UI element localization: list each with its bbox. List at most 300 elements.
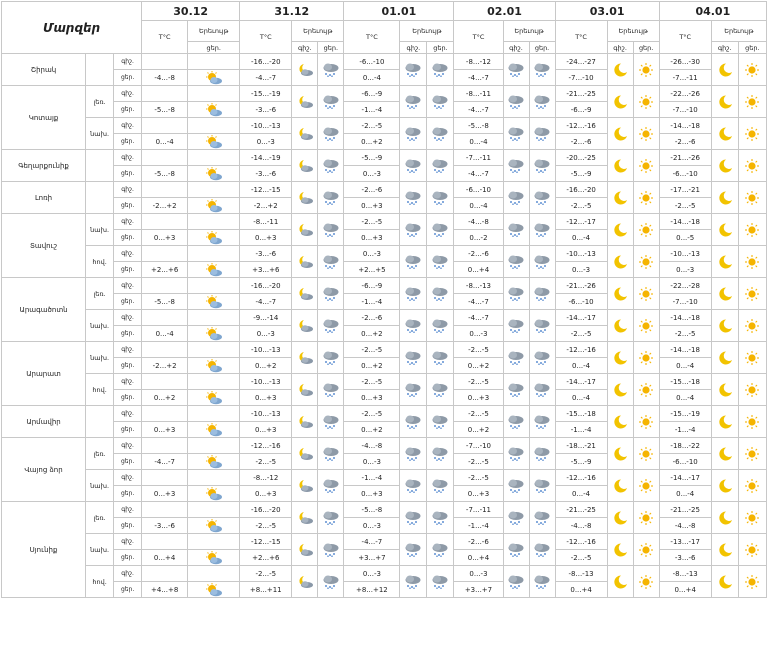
subregion-label: նախ. <box>86 534 114 566</box>
weather-icon-cell <box>711 406 738 438</box>
snow-cloud-icon <box>533 287 551 301</box>
weather-icon-cell <box>738 406 766 438</box>
weather-icon-cell <box>738 470 766 502</box>
snow-cloud-icon <box>507 63 525 77</box>
temperature-cell: -6...-9 <box>555 102 607 118</box>
weather-icon-cell <box>400 54 427 86</box>
weather-icon-cell <box>292 470 318 502</box>
weather-icon-cell <box>529 54 555 86</box>
temperature-cell: -1...-4 <box>659 422 711 438</box>
snow-cloud-icon <box>322 383 340 397</box>
table-row <box>2 502 767 518</box>
weather-icon-cell <box>738 310 766 342</box>
daypart-label: գիշ. <box>114 438 142 454</box>
snow-cloud-icon <box>431 511 449 525</box>
subregion-label: հով. <box>86 246 114 278</box>
moon-icon <box>612 255 628 269</box>
sun-icon <box>744 159 760 173</box>
daypart-label: ցեր. <box>114 582 142 598</box>
weather-icon-cell <box>711 502 738 534</box>
temperature-cell: 0...+3 <box>344 486 400 502</box>
weather-icon-cell <box>607 502 633 534</box>
temperature-cell: 0...-3 <box>344 166 400 182</box>
weather-icon-cell <box>292 278 318 310</box>
daypart-label: գիշ. <box>114 502 142 518</box>
snow-cloud-icon <box>431 63 449 77</box>
snow-cloud-icon <box>533 95 551 109</box>
daypart-label: գիշ. <box>114 310 142 326</box>
temperature-cell: -14...-18 <box>659 342 711 358</box>
daypart-label: ցեր. <box>114 166 142 182</box>
temperature-cell: 0...+4 <box>659 582 711 598</box>
temperature-cell: -2...-5 <box>454 374 503 390</box>
weather-icon-cell <box>607 470 633 502</box>
temperature-cell: +8...+11 <box>240 582 292 598</box>
weather-icon-cell <box>427 502 454 534</box>
temperature-cell: -6...-9 <box>344 278 400 294</box>
temperature-cell <box>142 502 188 518</box>
weather-icon-cell <box>427 214 454 246</box>
weather-icon-cell <box>427 86 454 118</box>
temperature-cell: 0...+3 <box>240 486 292 502</box>
temperature-cell <box>142 406 188 422</box>
snow-cloud-icon <box>404 191 422 205</box>
temperature-cell: 0...-3 <box>454 566 503 582</box>
weather-icon-cell <box>607 374 633 406</box>
sun-icon <box>638 63 654 77</box>
weather-icon-cell <box>188 486 240 502</box>
weather-icon-cell <box>607 118 633 150</box>
snow-cloud-icon <box>404 511 422 525</box>
temperature-cell: -2...-6 <box>344 310 400 326</box>
temperature-cell: -10...-13 <box>240 118 292 134</box>
snow-cloud-icon <box>404 543 422 557</box>
daypart-label: ցեր. <box>114 262 142 278</box>
daypart-label: ցեր. <box>114 294 142 310</box>
temperature-cell: -2...-5 <box>344 406 400 422</box>
temperature-cell: -4...-7 <box>454 310 503 326</box>
temperature-cell: 0...-3 <box>344 454 400 470</box>
region-name: Արմավիր <box>2 406 86 438</box>
weather-icon-cell <box>529 118 555 150</box>
moon-cloud-icon <box>296 447 314 461</box>
moon-icon <box>612 223 628 237</box>
weather-icon-cell <box>400 374 427 406</box>
temp-header: T°C <box>344 21 400 54</box>
temperature-cell: -8...-11 <box>454 86 503 102</box>
table-row <box>2 374 767 390</box>
snow-cloud-icon <box>404 127 422 141</box>
sun-icon <box>638 543 654 557</box>
weather-icon-cell <box>529 374 555 406</box>
daypart-label: ցեր. <box>114 326 142 342</box>
snow-cloud-icon <box>507 447 525 461</box>
weather-icon-cell <box>400 214 427 246</box>
weather-icon-cell <box>633 54 659 86</box>
snow-cloud-icon <box>533 383 551 397</box>
temperature-cell: -2...-5 <box>344 342 400 358</box>
temperature-cell: +4...+8 <box>142 582 188 598</box>
daypart-label: ցեր. <box>114 70 142 86</box>
temperature-cell <box>142 438 188 454</box>
temperature-cell: -6...-10 <box>659 454 711 470</box>
night-header: գիշ. <box>400 42 427 54</box>
sun-cloud-icon <box>205 391 223 405</box>
sun-icon <box>744 287 760 301</box>
sun-cloud-icon <box>205 519 223 533</box>
weather-icon-cell <box>188 454 240 470</box>
temperature-cell: -16...-20 <box>240 54 292 70</box>
table-row <box>2 86 767 102</box>
temperature-cell: 0...+2 <box>344 326 400 342</box>
snow-cloud-icon <box>507 351 525 365</box>
daypart-label: գիշ. <box>114 342 142 358</box>
weather-header: Երեւույթ <box>711 21 766 42</box>
snow-cloud-icon <box>404 223 422 237</box>
snow-cloud-icon <box>322 95 340 109</box>
table-row <box>2 182 767 198</box>
temperature-cell: 0...+2 <box>454 358 503 374</box>
weather-icon-cell <box>711 246 738 278</box>
weather-icon-cell <box>711 310 738 342</box>
snow-cloud-icon <box>507 95 525 109</box>
weather-icon-cell <box>427 118 454 150</box>
snow-cloud-icon <box>431 543 449 557</box>
snow-cloud-icon <box>322 511 340 525</box>
temperature-cell: -17...-21 <box>659 182 711 198</box>
weather-icon-cell <box>633 118 659 150</box>
weather-icon-cell <box>607 342 633 374</box>
date-header: 31.12 <box>240 2 344 21</box>
sun-cloud-icon <box>205 71 223 85</box>
weather-icon-cell <box>400 438 427 470</box>
temperature-cell: -5...-9 <box>344 150 400 166</box>
snow-cloud-icon <box>404 159 422 173</box>
region-name: Կոտայք <box>2 86 86 150</box>
moon-icon <box>717 191 733 205</box>
weather-icon-cell <box>400 182 427 214</box>
daypart-label: ցեր. <box>114 422 142 438</box>
weather-icon-cell <box>633 150 659 182</box>
snow-cloud-icon <box>507 255 525 269</box>
snow-cloud-icon <box>431 383 449 397</box>
snow-cloud-icon <box>533 447 551 461</box>
weather-header: Երեւույթ <box>400 21 454 42</box>
moon-icon <box>717 575 733 589</box>
moon-icon <box>717 159 733 173</box>
temperature-cell: -16...-20 <box>240 502 292 518</box>
temperature-cell: 0...-4 <box>659 390 711 406</box>
snow-cloud-icon <box>322 351 340 365</box>
table-row <box>2 118 767 134</box>
temperature-cell: -4...-7 <box>454 166 503 182</box>
weather-icon-cell <box>503 150 529 182</box>
table-row <box>2 566 767 582</box>
snow-cloud-icon <box>431 319 449 333</box>
temperature-cell: -8...-13 <box>659 566 711 582</box>
region-name: Արագածոտն <box>2 278 86 342</box>
moon-cloud-icon <box>296 511 314 525</box>
sun-cloud-icon <box>205 423 223 437</box>
temperature-cell: 0...+3 <box>240 230 292 246</box>
temperature-cell: 0...+3 <box>344 230 400 246</box>
weather-icon-cell <box>427 534 454 566</box>
weather-icon-cell <box>318 214 344 246</box>
weather-icon-cell <box>188 358 240 374</box>
weather-icon-cell <box>738 438 766 470</box>
region-name: Արարատ <box>2 342 86 406</box>
subregion-label <box>86 182 114 214</box>
weather-icon-cell <box>318 278 344 310</box>
temperature-cell: -15...-18 <box>659 374 711 390</box>
moon-icon <box>612 287 628 301</box>
weather-icon-cell <box>738 502 766 534</box>
temperature-cell: -8...-12 <box>454 54 503 70</box>
temperature-cell <box>142 342 188 358</box>
temperature-cell: -1...-4 <box>344 102 400 118</box>
weather-icon-cell <box>292 54 318 86</box>
weather-icon-cell <box>738 182 766 214</box>
weather-icon-cell <box>738 342 766 374</box>
date-header: 04.01 <box>659 2 766 21</box>
temperature-cell: -16...-20 <box>240 278 292 294</box>
temperature-cell <box>142 534 188 550</box>
snow-cloud-icon <box>322 255 340 269</box>
sun-icon <box>638 511 654 525</box>
moon-cloud-icon <box>296 351 314 365</box>
sun-cloud-icon <box>205 487 223 501</box>
weather-icon-cell <box>607 310 633 342</box>
temperature-cell: 0...+4 <box>142 550 188 566</box>
temperature-cell: -7...-11 <box>454 150 503 166</box>
moon-icon <box>717 415 733 429</box>
weather-icon-cell <box>711 118 738 150</box>
temperature-cell: -14...-18 <box>659 214 711 230</box>
weather-icon-cell <box>188 518 240 534</box>
temperature-cell: -3...-6 <box>659 550 711 566</box>
temperature-cell: 0...-2 <box>454 230 503 246</box>
sun-icon <box>744 223 760 237</box>
snow-cloud-icon <box>533 543 551 557</box>
weather-icon-cell <box>607 566 633 598</box>
weather-icon-cell <box>318 566 344 598</box>
temperature-cell: -2...-5 <box>240 454 292 470</box>
temperature-cell: -12...-16 <box>555 342 607 358</box>
temperature-cell <box>142 150 188 166</box>
daypart-label: ցեր. <box>114 230 142 246</box>
weather-icon-cell <box>400 118 427 150</box>
temperature-cell: -1...-4 <box>344 294 400 310</box>
sun-cloud-icon <box>205 583 223 597</box>
night-header: գիշ. <box>292 42 318 54</box>
weather-icon-cell <box>738 150 766 182</box>
snow-cloud-icon <box>404 447 422 461</box>
weather-icon-cell <box>529 310 555 342</box>
temperature-cell: -8...-11 <box>240 214 292 230</box>
weather-icon-cell <box>529 470 555 502</box>
temperature-cell: -14...-17 <box>659 470 711 486</box>
sun-icon <box>744 447 760 461</box>
weather-icon-cell <box>318 502 344 534</box>
temperature-cell: -4...-7 <box>240 294 292 310</box>
temperature-cell: -15...-19 <box>659 406 711 422</box>
moon-icon <box>612 575 628 589</box>
temperature-cell: 0...+3 <box>142 230 188 246</box>
snow-cloud-icon <box>507 415 525 429</box>
weather-icon-cell <box>503 278 529 310</box>
weather-icon-cell <box>292 118 318 150</box>
daypart-label: գիշ. <box>114 182 142 198</box>
weather-icon-cell <box>503 374 529 406</box>
weather-icon-cell <box>188 134 240 150</box>
daypart-label: գիշ. <box>114 470 142 486</box>
weather-icon-cell <box>633 374 659 406</box>
moon-cloud-icon <box>296 127 314 141</box>
temperature-cell: -1...-4 <box>344 470 400 486</box>
snow-cloud-icon <box>404 63 422 77</box>
moon-cloud-icon <box>296 95 314 109</box>
temperature-cell: -2...-5 <box>344 118 400 134</box>
weather-icon-cell <box>188 214 240 230</box>
snow-cloud-icon <box>431 415 449 429</box>
snow-cloud-icon <box>507 479 525 493</box>
weather-icon-cell <box>503 438 529 470</box>
moon-icon <box>612 63 628 77</box>
sun-cloud-icon <box>205 263 223 277</box>
temperature-cell: -3...-6 <box>142 518 188 534</box>
temperature-cell: +8...+12 <box>344 582 400 598</box>
weather-icon-cell <box>503 406 529 438</box>
snow-cloud-icon <box>322 287 340 301</box>
daypart-label: գիշ. <box>114 118 142 134</box>
table-row <box>2 342 767 358</box>
snow-cloud-icon <box>404 383 422 397</box>
temperature-cell: -18...-22 <box>659 438 711 454</box>
weather-icon-cell <box>400 566 427 598</box>
temperature-cell: 0...+3 <box>240 422 292 438</box>
weather-icon-cell <box>529 438 555 470</box>
weather-icon-cell <box>188 54 240 70</box>
weather-icon-cell <box>503 566 529 598</box>
snow-cloud-icon <box>322 159 340 173</box>
region-name: Վայոց ձոր <box>2 438 86 502</box>
weather-icon-cell <box>188 406 240 422</box>
weather-icon-cell <box>400 150 427 182</box>
weather-icon-cell <box>188 438 240 454</box>
weather-icon-cell <box>529 86 555 118</box>
temperature-cell: -2...-5 <box>555 550 607 566</box>
snow-cloud-icon <box>322 415 340 429</box>
moon-icon <box>612 415 628 429</box>
temperature-cell: 0...+2 <box>344 134 400 150</box>
temperature-cell <box>142 278 188 294</box>
snow-cloud-icon <box>533 159 551 173</box>
temperature-cell: 0...-4 <box>454 134 503 150</box>
temperature-cell: 0...-4 <box>454 198 503 214</box>
temperature-cell: 0...+3 <box>142 422 188 438</box>
moon-icon <box>717 287 733 301</box>
weather-icon-cell <box>633 502 659 534</box>
weather-icon-cell <box>427 182 454 214</box>
snow-cloud-icon <box>431 127 449 141</box>
sun-cloud-icon <box>205 455 223 469</box>
temperature-cell: 0...-3 <box>344 246 400 262</box>
moon-icon <box>612 447 628 461</box>
weather-icon-cell <box>529 502 555 534</box>
temperature-cell: -2...-5 <box>344 214 400 230</box>
temperature-cell: -1...-4 <box>454 518 503 534</box>
temperature-cell: -7...-10 <box>555 70 607 86</box>
weather-icon-cell <box>503 470 529 502</box>
temperature-cell <box>142 566 188 582</box>
subregion-label: լեռ. <box>86 438 114 470</box>
weather-icon-cell <box>188 102 240 118</box>
temperature-cell: -14...-17 <box>555 374 607 390</box>
moon-cloud-icon <box>296 63 314 77</box>
daypart-label: գիշ. <box>114 406 142 422</box>
weather-icon-cell <box>400 534 427 566</box>
sun-icon <box>638 191 654 205</box>
weather-icon-cell <box>711 438 738 470</box>
moon-icon <box>612 95 628 109</box>
temperature-cell: 0...-4 <box>142 326 188 342</box>
table-row <box>2 246 767 262</box>
weather-icon-cell <box>400 342 427 374</box>
temperature-cell: -13...-17 <box>659 534 711 550</box>
temperature-cell: 0...+3 <box>240 390 292 406</box>
temperature-cell: -16...-20 <box>555 182 607 198</box>
temperature-cell: -4...-7 <box>142 454 188 470</box>
weather-header: Երեւույթ <box>607 21 659 42</box>
weather-icon-cell <box>738 278 766 310</box>
weather-icon-cell <box>607 534 633 566</box>
weather-icon-cell <box>188 502 240 518</box>
weather-icon-cell <box>503 310 529 342</box>
moon-cloud-icon <box>296 159 314 173</box>
weather-icon-cell <box>711 470 738 502</box>
snow-cloud-icon <box>404 575 422 589</box>
moon-icon <box>717 63 733 77</box>
sun-icon <box>638 223 654 237</box>
weather-icon-cell <box>427 54 454 86</box>
weather-icon-cell <box>633 310 659 342</box>
temperature-cell: -3...-6 <box>240 166 292 182</box>
temp-header: T°C <box>142 21 188 54</box>
sun-cloud-icon <box>205 135 223 149</box>
temperature-cell: -2...-5 <box>659 326 711 342</box>
temperature-cell: 0...+2 <box>344 358 400 374</box>
temperature-cell: -2...-6 <box>454 534 503 550</box>
temperature-cell: 0...-3 <box>454 326 503 342</box>
weather-icon-cell <box>738 566 766 598</box>
weather-icon-cell <box>188 166 240 182</box>
sun-icon <box>638 383 654 397</box>
snow-cloud-icon <box>507 319 525 333</box>
temperature-cell: 0...-4 <box>659 486 711 502</box>
snow-cloud-icon <box>533 191 551 205</box>
temperature-cell: -10...-13 <box>240 406 292 422</box>
temperature-cell: -2...-5 <box>659 198 711 214</box>
temperature-cell: -21...-25 <box>555 86 607 102</box>
weather-icon-cell <box>292 502 318 534</box>
weather-icon-cell <box>400 502 427 534</box>
weather-icon-cell <box>427 278 454 310</box>
weather-icon-cell <box>738 374 766 406</box>
sun-icon <box>744 543 760 557</box>
sun-cloud-icon <box>205 231 223 245</box>
moon-icon <box>612 543 628 557</box>
weather-icon-cell <box>738 246 766 278</box>
